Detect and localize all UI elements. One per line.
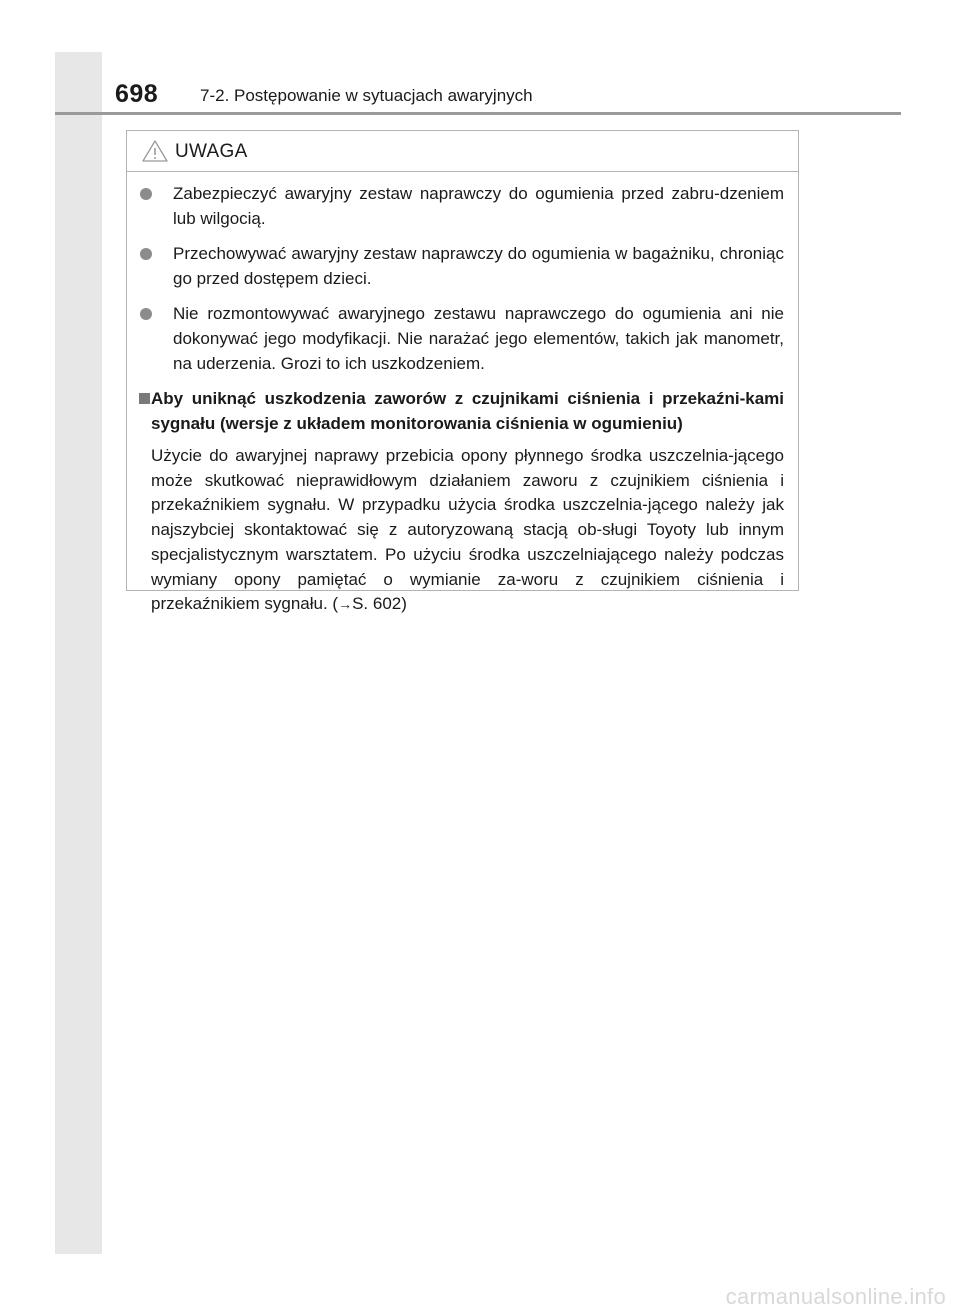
chapter-title: 7-2. Postępowanie w sytuacjach awaryjnych [200,86,533,105]
bullet-item [137,181,784,231]
bullet-item [137,301,784,376]
bullet-dot-icon [140,308,152,320]
section-body [151,444,784,617]
warning-content [137,181,784,617]
bullet-dot-icon [140,248,152,260]
bullet-text: Zabezpieczyć awaryjny zestaw naprawczy do ogumienia przed zabru-dzeniem lub wilgocią. [173,184,784,228]
bullet-dot-icon [140,188,152,200]
section-title: Aby uniknąć uszkodzenia zaworów z czujnikami ciśnienia i przekaźni-kami sygnału (wersje z układem monitorowania ciśnienia w ogumieniu) [151,389,784,433]
reference-arrow-icon: → [338,596,353,613]
header-divider [55,112,901,115]
watermark: carmanualsonline.info [725,1284,946,1309]
page-reference-link[interactable]: S. 602) [352,594,407,614]
bullet-text: Przechowywać awaryjny zestaw naprawczy do ogumienia w bagażniku, chroniąc go przed dostępem dzieci. [173,244,784,288]
section-square-icon [139,393,150,404]
warning-title: UWAGA [175,141,248,162]
page-header [110,80,900,112]
warning-triangle-icon [141,139,169,163]
section-body-text: Użycie do awaryjnej naprawy przebicia opony płynnego środka uszczelnia-jącego może skutkować nieprawidłowym działaniem zaworu z czujnikiem ciśnienia i przekaźnikiem sygnału. W przypadku użycia środka uszczelnia-jącego należy jak najszybciej skontaktować się z autoryzowaną stacją ob-sługi Toyoty lub innym specjalistycznym warsztatem. Po użyciu środka uszczelniającego należy podczas wymiany opony pamiętać o wymianie za-woru z czujnikiem ciśnienia i przekaźnikiem sygnału. ( [151,446,784,614]
bullet-text: Nie rozmontowywać awaryjnego zestawu naprawczego do ogumienia ani nie dokonywać jego modyfikacji. Nie narażać jego elementów, takich jak manometr, na uderzenia. Grozi to ich uszkodzeniem. [173,304,784,373]
page-number: 698 [115,80,159,108]
bullet-item [137,241,784,291]
warning-box [126,130,799,614]
tpms-section [137,386,784,617]
warning-header [127,131,798,172]
side-margin-band [55,52,102,1254]
